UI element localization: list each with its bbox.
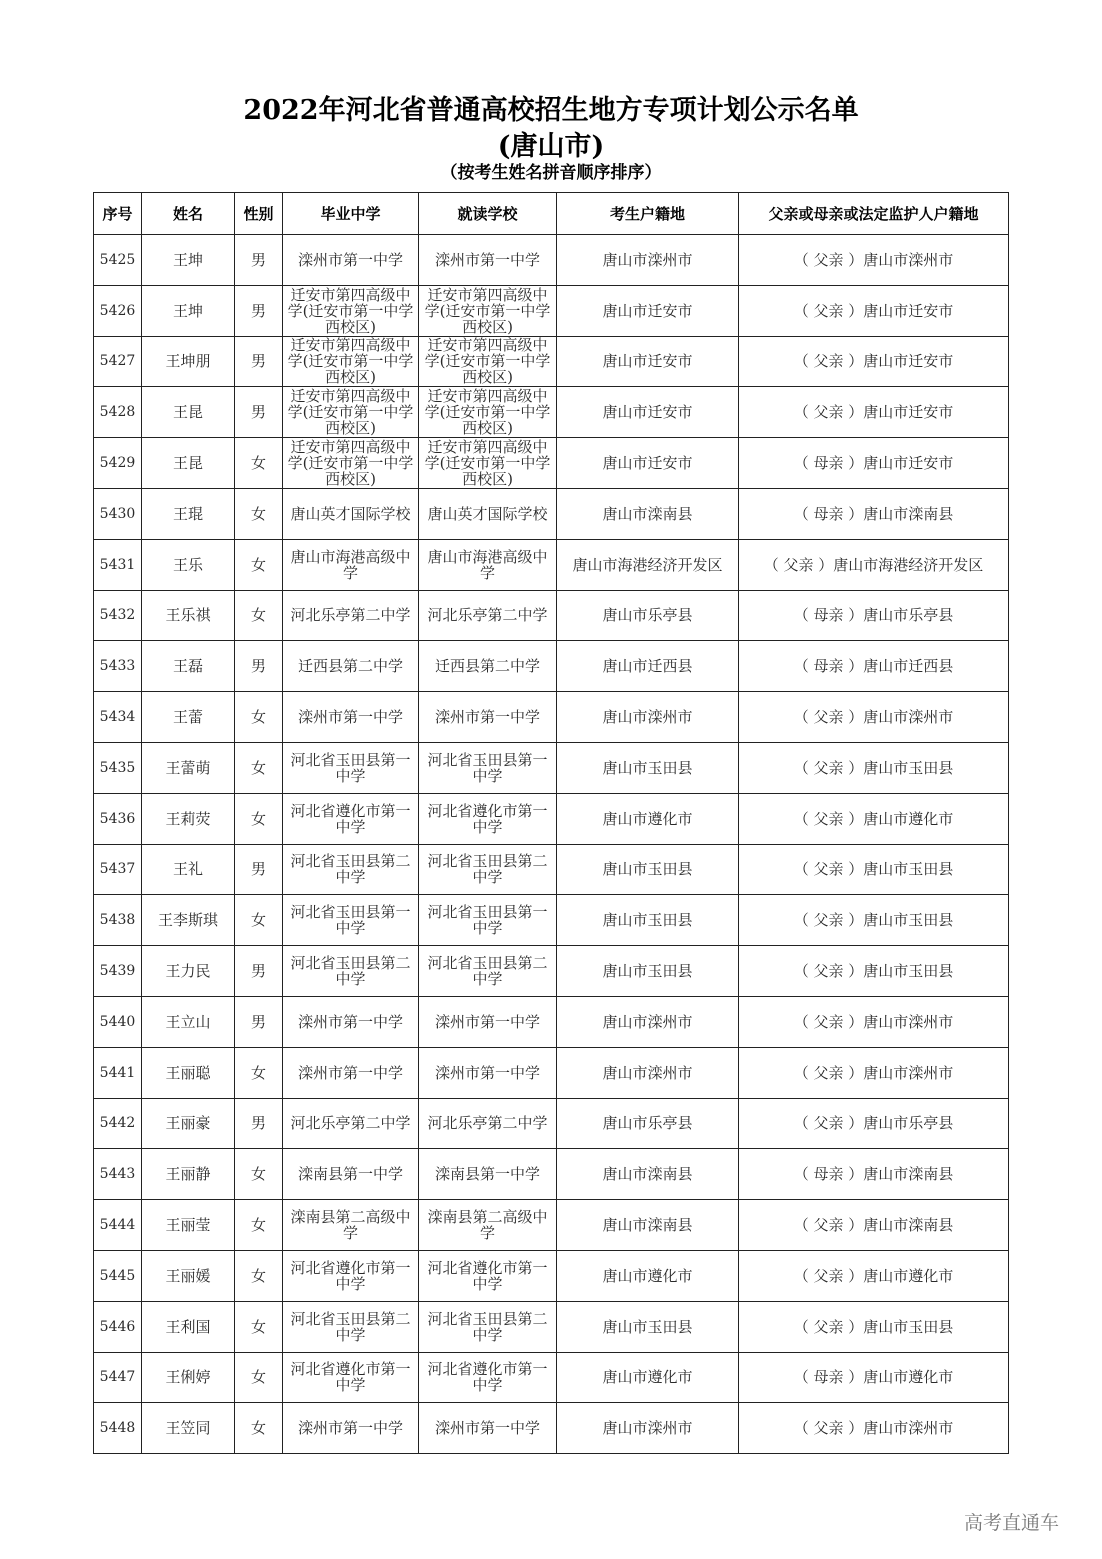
cell-current-school: 河北省玉田县第一中学 [419, 742, 557, 793]
table-row [94, 1352, 1009, 1403]
sort-note: （按考生姓名拼音顺序排序） [440, 163, 662, 183]
cell-hukou: 唐山市遵化市 [557, 1352, 739, 1403]
cell-name: 王俐婷 [142, 1352, 235, 1403]
cell-seq: 5446 [94, 1301, 142, 1352]
cell-hukou: 唐山市乐亭县 [557, 1098, 739, 1149]
cell-grad-school: 唐山英才国际学校 [283, 488, 419, 539]
cell-guardian-hukou: （ 父亲 ）唐山市滦州市 [739, 235, 1009, 286]
table-row [94, 996, 1009, 1047]
table-row [94, 844, 1009, 895]
cell-hukou: 唐山市乐亭县 [557, 590, 739, 641]
cell-gender: 女 [235, 1047, 283, 1098]
cell-gender: 女 [235, 1200, 283, 1251]
cell-seq: 5437 [94, 844, 142, 895]
cell-grad-school: 滦州市第一中学 [283, 1403, 419, 1454]
table-header-row [94, 193, 1009, 235]
cell-hukou: 唐山市玉田县 [557, 844, 739, 895]
cell-hukou: 唐山市滦州市 [557, 1403, 739, 1454]
watermark-text: 高考直通车 [964, 1512, 1060, 1534]
cell-current-school: 滦州市第一中学 [419, 1403, 557, 1454]
cell-grad-school: 滦南县第一中学 [283, 1149, 419, 1200]
cell-guardian-hukou: （ 父亲 ）唐山市玉田县 [739, 844, 1009, 895]
cell-seq: 5442 [94, 1098, 142, 1149]
cell-gender: 女 [235, 742, 283, 793]
cell-guardian-hukou: （ 父亲 ）唐山市玉田县 [739, 1301, 1009, 1352]
cell-name: 王乐祺 [142, 590, 235, 641]
cell-gender: 男 [235, 946, 283, 997]
cell-guardian-hukou: （ 父亲 ）唐山市迁安市 [739, 285, 1009, 336]
cell-guardian-hukou: （ 母亲 ）唐山市滦南县 [739, 1149, 1009, 1200]
cell-name: 王丽聪 [142, 1047, 235, 1098]
cell-hukou: 唐山市玉田县 [557, 1301, 739, 1352]
cell-grad-school: 迁安市第四高级中学(迁安市第一中学西校区) [283, 387, 419, 438]
table-row [94, 895, 1009, 946]
cell-name: 王蕾萌 [142, 742, 235, 793]
cell-current-school: 唐山英才国际学校 [419, 488, 557, 539]
cell-hukou: 唐山市滦南县 [557, 1149, 739, 1200]
document-title: 2022年河北省普通高校招生地方专项计划公示名单 [243, 95, 859, 126]
col-header-hukou: 考生户籍地 [557, 193, 739, 235]
cell-grad-school: 滦州市第一中学 [283, 996, 419, 1047]
cell-gender: 女 [235, 590, 283, 641]
cell-current-school: 河北省遵化市第一中学 [419, 1352, 557, 1403]
cell-seq: 5431 [94, 539, 142, 590]
table-row [94, 285, 1009, 336]
col-header-gender: 性别 [235, 193, 283, 235]
cell-grad-school: 滦州市第一中学 [283, 692, 419, 743]
cell-grad-school: 迁西县第二中学 [283, 641, 419, 692]
cell-current-school: 迁西县第二中学 [419, 641, 557, 692]
cell-guardian-hukou: （ 母亲 ）唐山市迁西县 [739, 641, 1009, 692]
cell-guardian-hukou: （ 母亲 ）唐山市遵化市 [739, 1352, 1009, 1403]
cell-name: 王李斯琪 [142, 895, 235, 946]
cell-name: 王昆 [142, 387, 235, 438]
cell-hukou: 唐山市迁安市 [557, 387, 739, 438]
table-row [94, 1250, 1009, 1301]
cell-seq: 5438 [94, 895, 142, 946]
table-row [94, 1403, 1009, 1454]
cell-hukou: 唐山市遵化市 [557, 1250, 739, 1301]
cell-seq: 5447 [94, 1352, 142, 1403]
cell-current-school: 河北乐亭第二中学 [419, 1098, 557, 1149]
cell-hukou: 唐山市玉田县 [557, 946, 739, 997]
cell-grad-school: 河北省玉田县第二中学 [283, 1301, 419, 1352]
cell-seq: 5444 [94, 1200, 142, 1251]
table-row [94, 1047, 1009, 1098]
cell-current-school: 河北省玉田县第二中学 [419, 1301, 557, 1352]
cell-gender: 女 [235, 793, 283, 844]
cell-seq: 5426 [94, 285, 142, 336]
table-row [94, 488, 1009, 539]
cell-guardian-hukou: （ 父亲 ）唐山市滦州市 [739, 692, 1009, 743]
table-row [94, 235, 1009, 286]
cell-grad-school: 河北省遵化市第一中学 [283, 1352, 419, 1403]
cell-seq: 5443 [94, 1149, 142, 1200]
table-row [94, 641, 1009, 692]
col-header-guardian-hukou: 父亲或母亲或法定监护人户籍地 [739, 193, 1009, 235]
cell-current-school: 滦州市第一中学 [419, 692, 557, 743]
cell-gender: 男 [235, 844, 283, 895]
cell-current-school: 滦州市第一中学 [419, 996, 557, 1047]
cell-guardian-hukou: （ 父亲 ）唐山市迁安市 [739, 387, 1009, 438]
cell-seq: 5428 [94, 387, 142, 438]
cell-name: 王昆 [142, 438, 235, 489]
cell-guardian-hukou: （ 父亲 ）唐山市滦南县 [739, 1200, 1009, 1251]
cell-hukou: 唐山市滦州市 [557, 1047, 739, 1098]
cell-hukou: 唐山市玉田县 [557, 742, 739, 793]
cell-name: 王立山 [142, 996, 235, 1047]
cell-name: 王坤朋 [142, 336, 235, 387]
cell-hukou: 唐山市迁安市 [557, 336, 739, 387]
table-row [94, 946, 1009, 997]
cell-gender: 女 [235, 1301, 283, 1352]
cell-gender: 女 [235, 1149, 283, 1200]
cell-current-school: 河北省玉田县第二中学 [419, 844, 557, 895]
cell-guardian-hukou: （ 父亲 ）唐山市玉田县 [739, 895, 1009, 946]
table-row [94, 539, 1009, 590]
cell-gender: 男 [235, 387, 283, 438]
table-row [94, 793, 1009, 844]
cell-guardian-hukou: （ 父亲 ）唐山市海港经济开发区 [739, 539, 1009, 590]
cell-name: 王力民 [142, 946, 235, 997]
cell-seq: 5434 [94, 692, 142, 743]
cell-grad-school: 河北省玉田县第一中学 [283, 895, 419, 946]
cell-gender: 男 [235, 1098, 283, 1149]
cell-seq: 5439 [94, 946, 142, 997]
cell-name: 王乐 [142, 539, 235, 590]
cell-seq: 5427 [94, 336, 142, 387]
cell-hukou: 唐山市玉田县 [557, 895, 739, 946]
roster-table [93, 192, 1009, 1454]
cell-guardian-hukou: （ 父亲 ）唐山市迁安市 [739, 336, 1009, 387]
cell-seq: 5425 [94, 235, 142, 286]
cell-current-school: 河北省玉田县第一中学 [419, 895, 557, 946]
cell-grad-school: 迁安市第四高级中学(迁安市第一中学西校区) [283, 438, 419, 489]
cell-hukou: 唐山市滦州市 [557, 692, 739, 743]
cell-current-school: 迁安市第四高级中学(迁安市第一中学西校区) [419, 438, 557, 489]
table-row [94, 1149, 1009, 1200]
cell-seq: 5435 [94, 742, 142, 793]
cell-guardian-hukou: （ 母亲 ）唐山市迁安市 [739, 438, 1009, 489]
cell-hukou: 唐山市迁西县 [557, 641, 739, 692]
cell-gender: 男 [235, 641, 283, 692]
cell-current-school: 唐山市海港高级中学 [419, 539, 557, 590]
cell-hukou: 唐山市迁安市 [557, 285, 739, 336]
table-row [94, 336, 1009, 387]
cell-grad-school: 迁安市第四高级中学(迁安市第一中学西校区) [283, 336, 419, 387]
col-header-seq: 序号 [94, 193, 142, 235]
cell-current-school: 滦南县第二高级中学 [419, 1200, 557, 1251]
cell-guardian-hukou: （ 父亲 ）唐山市遵化市 [739, 793, 1009, 844]
cell-guardian-hukou: （ 母亲 ）唐山市滦南县 [739, 488, 1009, 539]
cell-gender: 女 [235, 692, 283, 743]
cell-hukou: 唐山市滦南县 [557, 1200, 739, 1251]
cell-gender: 男 [235, 285, 283, 336]
cell-name: 王礼 [142, 844, 235, 895]
table-row [94, 1301, 1009, 1352]
cell-guardian-hukou: （ 父亲 ）唐山市遵化市 [739, 1250, 1009, 1301]
cell-guardian-hukou: （ 父亲 ）唐山市乐亭县 [739, 1098, 1009, 1149]
cell-grad-school: 滦州市第一中学 [283, 1047, 419, 1098]
cell-gender: 男 [235, 996, 283, 1047]
cell-guardian-hukou: （ 父亲 ）唐山市滦州市 [739, 996, 1009, 1047]
document-subtitle: (唐山市) [497, 131, 605, 162]
cell-gender: 男 [235, 235, 283, 286]
cell-current-school: 迁安市第四高级中学(迁安市第一中学西校区) [419, 387, 557, 438]
cell-gender: 女 [235, 539, 283, 590]
cell-guardian-hukou: （ 父亲 ）唐山市玉田县 [739, 946, 1009, 997]
cell-current-school: 河北省遵化市第一中学 [419, 793, 557, 844]
cell-gender: 男 [235, 336, 283, 387]
cell-hukou: 唐山市滦州市 [557, 996, 739, 1047]
cell-gender: 女 [235, 438, 283, 489]
cell-guardian-hukou: （ 父亲 ）唐山市滦州市 [739, 1047, 1009, 1098]
cell-name: 王磊 [142, 641, 235, 692]
cell-name: 王丽静 [142, 1149, 235, 1200]
cell-seq: 5445 [94, 1250, 142, 1301]
cell-name: 王莉荧 [142, 793, 235, 844]
cell-hukou: 唐山市滦南县 [557, 488, 739, 539]
cell-hukou: 唐山市迁安市 [557, 438, 739, 489]
cell-grad-school: 河北省玉田县第二中学 [283, 946, 419, 997]
cell-current-school: 滦州市第一中学 [419, 235, 557, 286]
cell-current-school: 滦州市第一中学 [419, 1047, 557, 1098]
cell-current-school: 迁安市第四高级中学(迁安市第一中学西校区) [419, 336, 557, 387]
cell-hukou: 唐山市海港经济开发区 [557, 539, 739, 590]
cell-name: 王琨 [142, 488, 235, 539]
cell-name: 王利国 [142, 1301, 235, 1352]
cell-seq: 5448 [94, 1403, 142, 1454]
cell-current-school: 滦南县第一中学 [419, 1149, 557, 1200]
col-header-current-school: 就读学校 [419, 193, 557, 235]
table-row [94, 590, 1009, 641]
cell-grad-school: 滦州市第一中学 [283, 235, 419, 286]
cell-name: 王丽豪 [142, 1098, 235, 1149]
cell-seq: 5441 [94, 1047, 142, 1098]
cell-grad-school: 河北省玉田县第二中学 [283, 844, 419, 895]
cell-grad-school: 河北乐亭第二中学 [283, 1098, 419, 1149]
cell-name: 王丽莹 [142, 1200, 235, 1251]
table-body [94, 235, 1009, 1454]
cell-gender: 女 [235, 895, 283, 946]
cell-grad-school: 河北省遵化市第一中学 [283, 1250, 419, 1301]
cell-seq: 5429 [94, 438, 142, 489]
table-row [94, 387, 1009, 438]
table-row [94, 438, 1009, 489]
cell-grad-school: 河北省玉田县第一中学 [283, 742, 419, 793]
cell-grad-school: 滦南县第二高级中学 [283, 1200, 419, 1251]
cell-name: 王丽媛 [142, 1250, 235, 1301]
cell-current-school: 河北省遵化市第一中学 [419, 1250, 557, 1301]
cell-name: 王坤 [142, 235, 235, 286]
cell-name: 王坤 [142, 285, 235, 336]
cell-name: 王蕾 [142, 692, 235, 743]
cell-seq: 5432 [94, 590, 142, 641]
cell-seq: 5433 [94, 641, 142, 692]
col-header-grad-school: 毕业中学 [283, 193, 419, 235]
cell-seq: 5440 [94, 996, 142, 1047]
cell-grad-school: 河北省遵化市第一中学 [283, 793, 419, 844]
cell-hukou: 唐山市滦州市 [557, 235, 739, 286]
cell-guardian-hukou: （ 父亲 ）唐山市滦州市 [739, 1403, 1009, 1454]
cell-guardian-hukou: （ 母亲 ）唐山市乐亭县 [739, 590, 1009, 641]
cell-gender: 女 [235, 1250, 283, 1301]
table-row [94, 1200, 1009, 1251]
col-header-name: 姓名 [142, 193, 235, 235]
cell-seq: 5430 [94, 488, 142, 539]
cell-guardian-hukou: （ 父亲 ）唐山市玉田县 [739, 742, 1009, 793]
cell-grad-school: 唐山市海港高级中学 [283, 539, 419, 590]
cell-gender: 女 [235, 1352, 283, 1403]
table-row [94, 1098, 1009, 1149]
cell-grad-school: 河北乐亭第二中学 [283, 590, 419, 641]
table-row [94, 742, 1009, 793]
cell-gender: 女 [235, 488, 283, 539]
cell-seq: 5436 [94, 793, 142, 844]
cell-current-school: 河北乐亭第二中学 [419, 590, 557, 641]
cell-hukou: 唐山市遵化市 [557, 793, 739, 844]
cell-name: 王笠同 [142, 1403, 235, 1454]
table-row [94, 692, 1009, 743]
cell-current-school: 迁安市第四高级中学(迁安市第一中学西校区) [419, 285, 557, 336]
cell-gender: 女 [235, 1403, 283, 1454]
cell-grad-school: 迁安市第四高级中学(迁安市第一中学西校区) [283, 285, 419, 336]
cell-current-school: 河北省玉田县第二中学 [419, 946, 557, 997]
